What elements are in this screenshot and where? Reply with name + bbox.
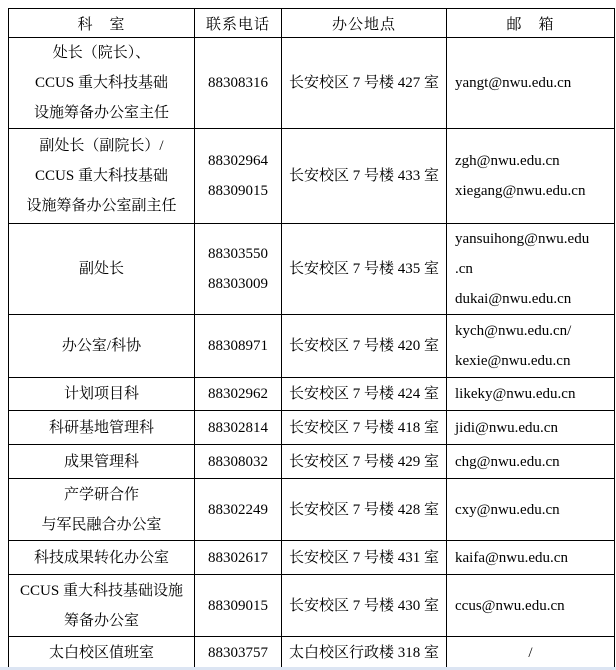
- phone-cell: [195, 38, 282, 129]
- dept-cell: [9, 38, 195, 129]
- dept-cell: [9, 315, 195, 378]
- location-cell: [282, 129, 447, 224]
- location-cell: [282, 38, 447, 129]
- text-line: kaifa@nwu.edu.cn: [455, 549, 568, 566]
- text-line: chg@nwu.edu.cn: [455, 453, 560, 470]
- phone-cell: [195, 637, 282, 670]
- location-cell: [282, 637, 447, 670]
- table-row: [9, 637, 615, 670]
- location-cell: [282, 378, 447, 411]
- phone-cell: [195, 479, 282, 541]
- text-line: 88308316: [208, 75, 268, 91]
- text-line: 计划项目科: [63, 386, 139, 402]
- text-line: 长安校区 7 号楼 428 室: [288, 501, 439, 518]
- text-line: 88308032: [208, 453, 268, 470]
- table-row: [9, 445, 615, 479]
- column-header: 科 室: [9, 9, 195, 38]
- location-cell: [282, 445, 447, 479]
- table-row: [9, 479, 615, 541]
- email-cell: [447, 378, 615, 411]
- email-cell: [447, 479, 615, 541]
- email-cell: [447, 129, 615, 224]
- phone-cell: [195, 541, 282, 575]
- location-cell: [282, 479, 447, 541]
- email-cell: [447, 637, 615, 670]
- text-line: 处长（院长）、: [52, 45, 151, 61]
- text-line: 副处长: [78, 261, 124, 277]
- text-line: 长安校区 7 号楼 424 室: [288, 386, 439, 402]
- text-line: 筹备办公室: [63, 612, 139, 629]
- text-line: 长安校区 7 号楼 430 室: [288, 597, 439, 614]
- table-row: [9, 575, 615, 637]
- text-line: 88303009: [208, 276, 268, 292]
- column-header: 联系电话: [195, 9, 282, 38]
- column-header: 邮 箱: [447, 9, 615, 38]
- text-line: likeky@nwu.edu.cn: [455, 386, 576, 402]
- text-line: ccus@nwu.edu.cn: [455, 597, 565, 614]
- text-line: yansuihong@nwu.edu: [455, 231, 590, 247]
- text-line: 88302814: [208, 419, 268, 436]
- text-line: 太白校区值班室: [48, 645, 154, 661]
- dept-cell: [9, 445, 195, 479]
- text-line: xiegang@nwu.edu.cn: [455, 183, 586, 199]
- text-line: kych@nwu.edu.cn/: [455, 323, 572, 339]
- text-line: CCUS 重大科技基础: [35, 168, 168, 184]
- text-line: 88303757: [208, 645, 268, 661]
- location-cell: [282, 575, 447, 637]
- text-line: 设施筹备办公室主任: [33, 105, 169, 121]
- text-line: 长安校区 7 号楼 427 室: [288, 75, 439, 91]
- phone-cell: [195, 315, 282, 378]
- text-line: 长安校区 7 号楼 433 室: [288, 168, 439, 184]
- text-line: zgh@nwu.edu.cn: [455, 153, 560, 169]
- email-cell: [447, 38, 615, 129]
- text-line: /: [528, 645, 533, 661]
- dept-cell: [9, 479, 195, 541]
- table-row: [9, 224, 615, 315]
- text-line: 办公室/科协: [61, 338, 142, 354]
- dept-cell: [9, 575, 195, 637]
- table-row: [9, 378, 615, 411]
- dept-cell: [9, 378, 195, 411]
- text-line: kexie@nwu.edu.cn: [455, 353, 571, 369]
- phone-cell: [195, 575, 282, 637]
- email-cell: [447, 411, 615, 445]
- phone-cell: [195, 411, 282, 445]
- text-line: 88302964: [208, 153, 268, 169]
- text-line: CCUS 重大科技基础设施: [20, 582, 183, 599]
- location-cell: [282, 315, 447, 378]
- phone-cell: [195, 378, 282, 411]
- dept-cell: [9, 129, 195, 224]
- email-cell: [447, 224, 615, 315]
- text-line: .cn: [455, 261, 473, 277]
- header-row: [9, 9, 615, 38]
- table-row: [9, 129, 615, 224]
- table-row: [9, 38, 615, 129]
- text-line: cxy@nwu.edu.cn: [455, 501, 560, 518]
- location-cell: [282, 224, 447, 315]
- text-line: 长安校区 7 号楼 429 室: [288, 453, 439, 470]
- table-row: [9, 541, 615, 575]
- email-cell: [447, 541, 615, 575]
- text-line: 88308971: [208, 338, 268, 354]
- text-line: 88303550: [208, 246, 268, 262]
- text-line: 副处长（副院长）/: [39, 138, 164, 154]
- table-row: [9, 315, 615, 378]
- text-line: 88302617: [208, 549, 268, 566]
- dept-cell: [9, 224, 195, 315]
- text-line: 产学研合作: [63, 486, 139, 503]
- text-line: 太白校区行政楼 318 室: [288, 645, 439, 661]
- dept-cell: [9, 411, 195, 445]
- table-row: [9, 411, 615, 445]
- text-line: 科技成果转化办公室: [33, 549, 169, 566]
- table-body: [9, 38, 615, 670]
- column-header: 办公地点: [282, 9, 447, 38]
- text-line: 与军民融合办公室: [41, 516, 162, 533]
- contact-table: [8, 8, 615, 670]
- text-line: jidi@nwu.edu.cn: [455, 419, 558, 436]
- email-cell: [447, 575, 615, 637]
- text-line: 88309015: [208, 183, 268, 199]
- text-line: 成果管理科: [63, 453, 139, 470]
- text-line: 长安校区 7 号楼 420 室: [288, 338, 439, 354]
- email-cell: [447, 315, 615, 378]
- text-line: CCUS 重大科技基础: [35, 75, 168, 91]
- phone-cell: [195, 445, 282, 479]
- text-line: 长安校区 7 号楼 435 室: [288, 261, 439, 277]
- text-line: 88302249: [208, 501, 268, 518]
- text-line: 长安校区 7 号楼 431 室: [288, 549, 439, 566]
- text-line: 设施筹备办公室副主任: [26, 198, 177, 214]
- text-line: yangt@nwu.edu.cn: [455, 75, 572, 91]
- text-line: 科研基地管理科: [48, 419, 154, 436]
- dept-cell: [9, 541, 195, 575]
- email-cell: [447, 445, 615, 479]
- phone-cell: [195, 129, 282, 224]
- text-line: 88309015: [208, 597, 268, 614]
- phone-cell: [195, 224, 282, 315]
- text-line: dukai@nwu.edu.cn: [455, 291, 572, 307]
- text-line: 长安校区 7 号楼 418 室: [288, 419, 439, 436]
- location-cell: [282, 411, 447, 445]
- text-line: 88302962: [208, 386, 268, 402]
- location-cell: [282, 541, 447, 575]
- dept-cell: [9, 637, 195, 670]
